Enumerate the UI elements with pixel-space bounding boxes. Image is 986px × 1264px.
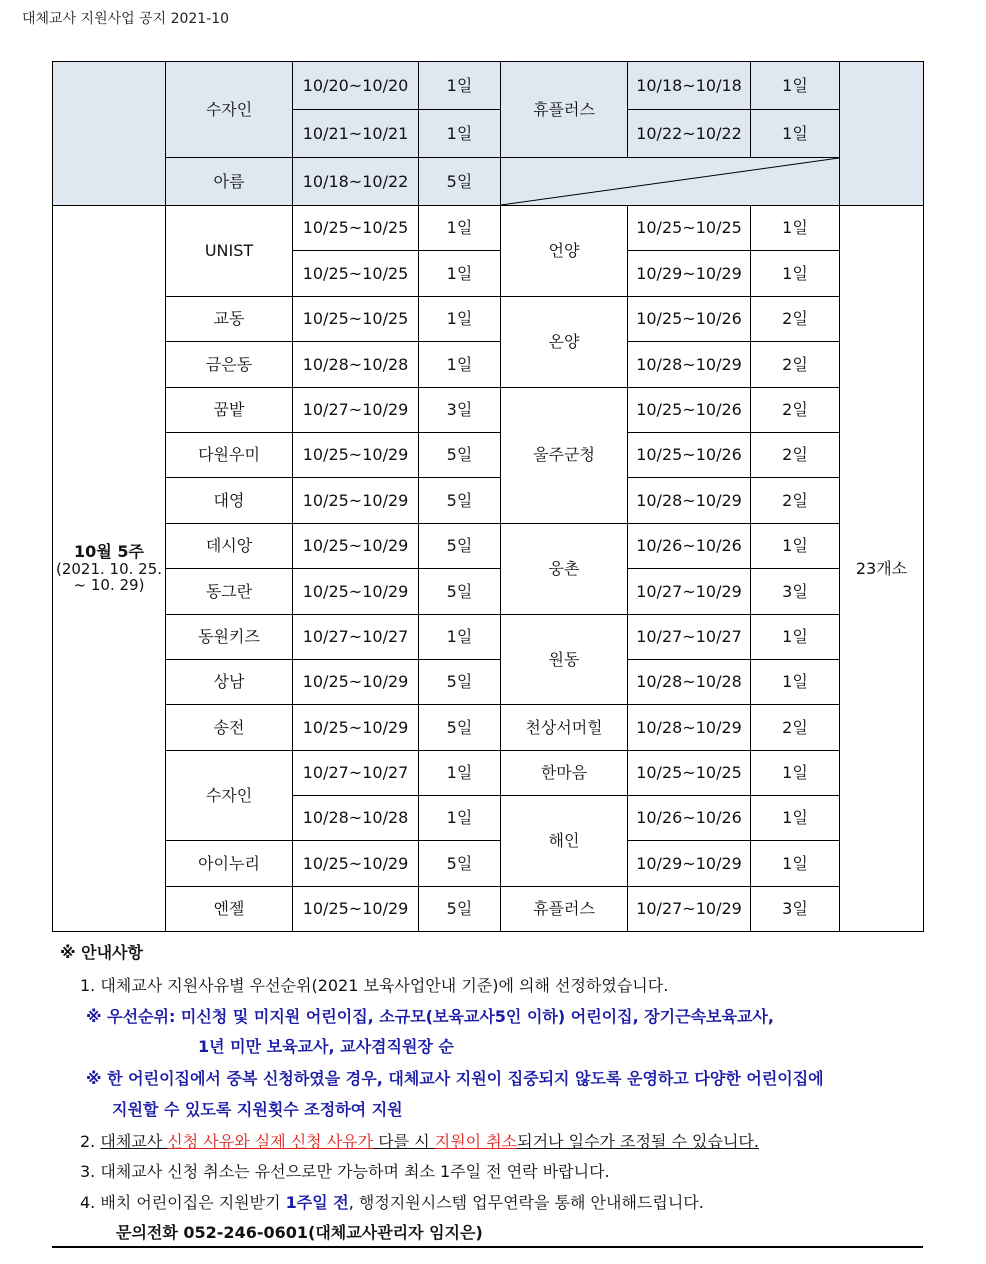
days-count: 1일 <box>419 296 501 341</box>
week-cell <box>53 206 166 932</box>
center-name: 한마음 <box>501 750 628 795</box>
center-name: 해인 <box>501 796 628 887</box>
date-range: 10/27~10/29 <box>628 569 751 614</box>
item2-part-e: 지원이 취소 <box>434 1132 518 1151</box>
table-row <box>53 841 924 886</box>
days-count: 5일 <box>419 478 501 523</box>
page-header: 대체교사 지원사업 공지 2021-10 <box>22 11 230 27</box>
days-count: 5일 <box>419 432 501 477</box>
date-range: 10/21~10/21 <box>293 110 419 158</box>
date-range: 10/25~10/25 <box>628 206 751 251</box>
notice-item-1: 1. 대체교사 지원사유별 우선순위(2021 보육사업안내 기준)에 의해 선정하였습니다. <box>80 976 669 995</box>
table-row <box>53 659 924 704</box>
days-count: 1일 <box>751 62 840 110</box>
date-range: 10/25~10/26 <box>628 296 751 341</box>
date-range: 10/28~10/28 <box>293 796 419 841</box>
date-range: 10/25~10/29 <box>293 478 419 523</box>
days-count: 1일 <box>751 110 840 158</box>
date-range: 10/27~10/27 <box>628 614 751 659</box>
center-name: 휴플러스 <box>501 886 628 931</box>
center-name: 울주군청 <box>501 387 628 523</box>
days-count: 5일 <box>419 569 501 614</box>
days-count: 5일 <box>419 841 501 886</box>
item4-part-b: 1주일 전 <box>285 1193 349 1212</box>
center-name: 금은동 <box>166 342 293 387</box>
table-row <box>53 569 924 614</box>
prev-total-cell <box>840 62 924 206</box>
date-range: 10/18~10/22 <box>293 158 419 206</box>
date-range: 10/18~10/18 <box>628 62 751 110</box>
center-name: 원동 <box>501 614 628 705</box>
days-count: 5일 <box>419 659 501 704</box>
center-name: 꿈밭 <box>166 387 293 432</box>
date-range: 10/25~10/29 <box>293 432 419 477</box>
table-row <box>53 750 924 795</box>
item2-part-c: 신청 사유와 실제 신청 사유가 <box>167 1132 374 1151</box>
days-count: 2일 <box>751 342 840 387</box>
days-count: 1일 <box>419 206 501 251</box>
schedule-table <box>52 61 924 932</box>
empty-diagonal-cell <box>501 158 840 206</box>
item2-part-f: 되거나 일수가 조정될 수 있습니다. <box>517 1132 759 1151</box>
center-name: 휴플러스 <box>501 62 628 158</box>
table-row <box>53 342 924 387</box>
date-range: 10/27~10/29 <box>293 387 419 432</box>
center-name: 엔젤 <box>166 886 293 931</box>
days-count: 5일 <box>419 523 501 568</box>
table-row <box>53 614 924 659</box>
center-name: 송전 <box>166 705 293 750</box>
date-range: 10/27~10/27 <box>293 750 419 795</box>
days-count: 2일 <box>751 387 840 432</box>
date-range: 10/28~10/29 <box>628 705 751 750</box>
date-range: 10/25~10/25 <box>628 750 751 795</box>
week-label: 10월 5주 <box>74 542 144 562</box>
center-name: 교동 <box>166 296 293 341</box>
days-count: 3일 <box>751 569 840 614</box>
days-count: 5일 <box>419 886 501 931</box>
notice-item-2 <box>80 1129 759 1152</box>
days-count: 1일 <box>751 523 840 568</box>
center-name: UNIST <box>166 206 293 297</box>
duplicate-note-part-a: ※ 한 어린이집에서 중복 신청하였을 경우, <box>86 1069 389 1088</box>
notice-item-4 <box>80 1190 704 1213</box>
date-range: 10/28~10/29 <box>628 478 751 523</box>
week-range-end: ~ 10. 29) <box>73 576 145 595</box>
days-count: 1일 <box>751 841 840 886</box>
days-count: 1일 <box>751 796 840 841</box>
days-count: 1일 <box>751 206 840 251</box>
days-count: 1일 <box>419 62 501 110</box>
date-range: 10/25~10/29 <box>293 569 419 614</box>
days-count: 5일 <box>419 705 501 750</box>
center-name: 동그란 <box>166 569 293 614</box>
duplicate-note-part-b: 대체교사 지원이 집중되지 않도록 운영하고 다양한 어린이집에 <box>388 1069 824 1088</box>
days-count: 2일 <box>751 432 840 477</box>
days-count: 2일 <box>751 705 840 750</box>
item2-part-d: 다를 시 <box>373 1132 435 1151</box>
prev-week-cell <box>53 62 166 206</box>
days-count: 2일 <box>751 296 840 341</box>
days-count: 1일 <box>419 796 501 841</box>
center-name: 수자인 <box>166 750 293 841</box>
date-range: 10/25~10/29 <box>293 659 419 704</box>
center-name: 대영 <box>166 478 293 523</box>
days-count: 2일 <box>751 478 840 523</box>
days-count: 1일 <box>419 110 501 158</box>
table-row <box>53 478 924 523</box>
notice-item-3: 3. 대체교사 신청 취소는 유선으로만 가능하며 최소 1주일 전 연락 바랍니다. <box>80 1162 610 1181</box>
days-count: 1일 <box>751 251 840 296</box>
priority-note-line1: ※ 우선순위: 미신청 및 미지원 어린이집, 소규모(보육교사5인 이하) 어린이집, 장기근속보육교사, <box>86 1007 774 1026</box>
week-range-start: (2021. 10. 25. <box>55 559 163 578</box>
date-range: 10/28~10/28 <box>628 659 751 704</box>
date-range: 10/25~10/26 <box>628 432 751 477</box>
diagonal-line <box>501 158 839 205</box>
date-range: 10/25~10/29 <box>293 523 419 568</box>
days-count: 1일 <box>751 614 840 659</box>
date-range: 10/25~10/29 <box>293 841 419 886</box>
date-range: 10/27~10/29 <box>628 886 751 931</box>
days-count: 1일 <box>751 750 840 795</box>
date-range: 10/25~10/25 <box>293 296 419 341</box>
table-row <box>53 523 924 568</box>
item4-part-a: 4. 배치 어린이집은 지원받기 <box>80 1193 286 1212</box>
table-row <box>53 62 924 110</box>
center-name: 언양 <box>501 206 628 297</box>
item2-part-b: 대체교사 <box>100 1132 168 1151</box>
item2-number: 2. <box>80 1132 101 1151</box>
table-row <box>53 886 924 931</box>
table-row <box>53 206 924 251</box>
table-row <box>53 296 924 341</box>
duplicate-note-line1 <box>86 1066 824 1089</box>
date-range: 10/25~10/25 <box>293 251 419 296</box>
days-count: 1일 <box>419 251 501 296</box>
days-count: 1일 <box>751 659 840 704</box>
date-range: 10/28~10/29 <box>628 342 751 387</box>
days-count: 1일 <box>419 750 501 795</box>
date-range: 10/26~10/26 <box>628 796 751 841</box>
center-name: 데시앙 <box>166 523 293 568</box>
table-row <box>53 387 924 432</box>
date-range: 10/26~10/26 <box>628 523 751 568</box>
center-name: 천상서머힐 <box>501 705 628 750</box>
notice-section <box>52 932 923 1248</box>
date-range: 10/25~10/25 <box>293 206 419 251</box>
total-count: 23개소 <box>840 206 924 932</box>
days-count: 3일 <box>419 387 501 432</box>
days-count: 5일 <box>419 158 501 206</box>
center-name: 웅촌 <box>501 523 628 614</box>
contact-line: 문의전화 052-246-0601(대체교사관리자 임지은) <box>116 1223 483 1242</box>
center-name: 아이누리 <box>166 841 293 886</box>
item4-part-c: , 행정지원시스템 업무연락을 통해 안내해드립니다. <box>348 1193 704 1212</box>
center-name: 다원우미 <box>166 432 293 477</box>
center-name: 수자인 <box>166 62 293 158</box>
notice-title: ※ 안내사항 <box>60 943 143 962</box>
date-range: 10/22~10/22 <box>628 110 751 158</box>
date-range: 10/25~10/29 <box>293 886 419 931</box>
days-count: 3일 <box>751 886 840 931</box>
center-name: 온양 <box>501 296 628 387</box>
date-range: 10/25~10/26 <box>628 387 751 432</box>
table-row <box>53 432 924 477</box>
date-range: 10/27~10/27 <box>293 614 419 659</box>
center-name: 동원키즈 <box>166 614 293 659</box>
date-range: 10/20~10/20 <box>293 62 419 110</box>
priority-note-line2: 1년 미만 보육교사, 교사겸직원장 순 <box>198 1037 454 1056</box>
date-range: 10/29~10/29 <box>628 251 751 296</box>
date-range: 10/29~10/29 <box>628 841 751 886</box>
date-range: 10/28~10/28 <box>293 342 419 387</box>
days-count: 1일 <box>419 614 501 659</box>
center-name: 아름 <box>166 158 293 206</box>
table-row <box>53 705 924 750</box>
table-row <box>53 158 924 206</box>
duplicate-note-line2: 지원할 수 있도록 지원횟수 조정하여 지원 <box>112 1100 403 1119</box>
date-range: 10/25~10/29 <box>293 705 419 750</box>
center-name: 상남 <box>166 659 293 704</box>
days-count: 1일 <box>419 342 501 387</box>
